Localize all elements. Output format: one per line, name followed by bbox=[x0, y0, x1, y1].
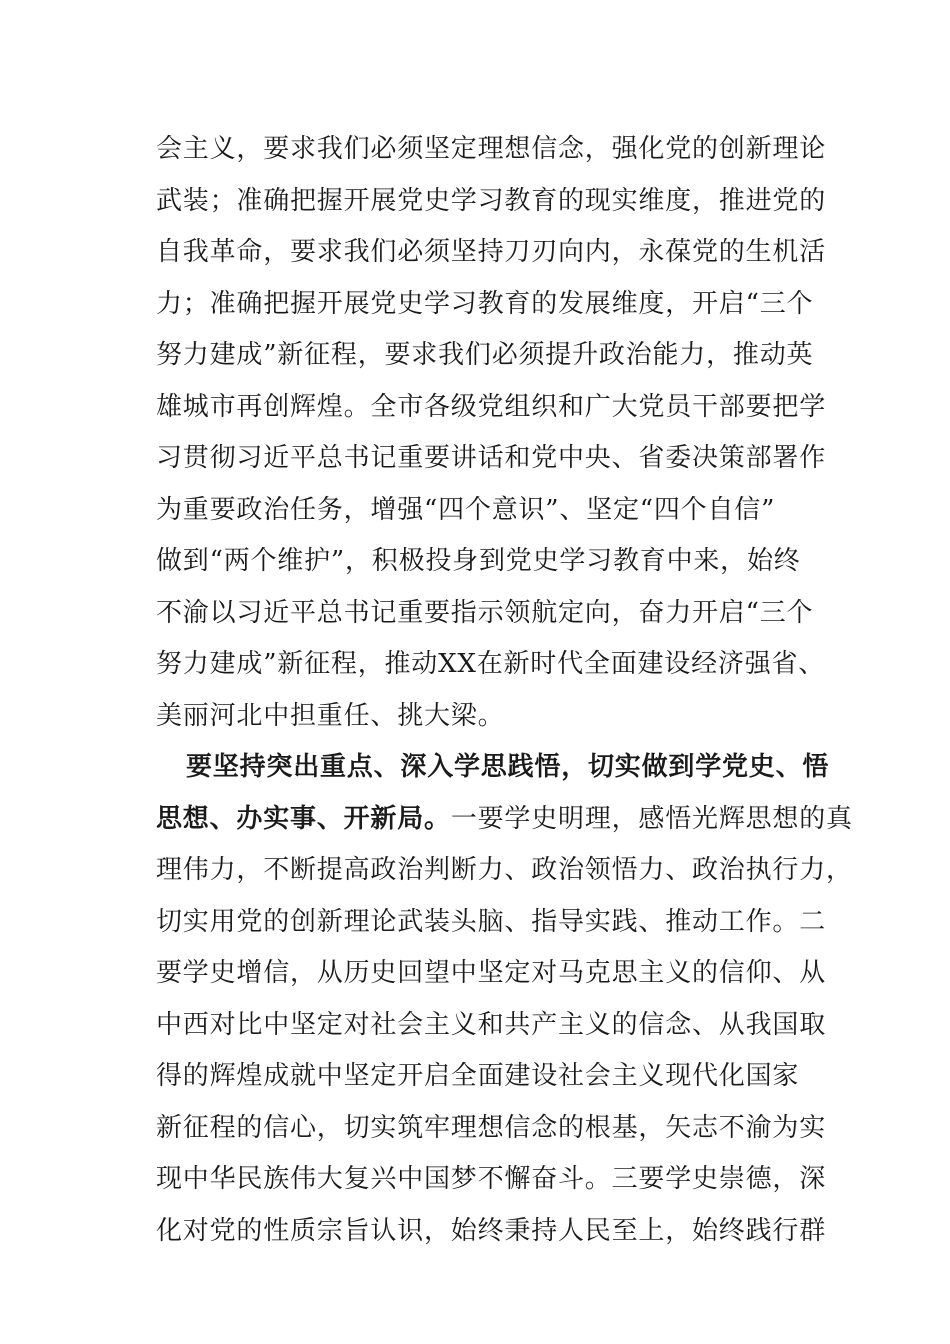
text-line bbox=[156, 744, 830, 796]
text-line: 努力建成”新征程，要求我们必须提升政治能力，推动英 bbox=[156, 340, 814, 370]
paragraph-heading: 要坚持突出重点、深入学思践悟，切实做到学党史、悟 bbox=[186, 752, 830, 782]
text-line: 不渝以习近平总书记重要指示领航定向，奋力开启“三个 bbox=[156, 597, 814, 628]
text-line: 会主义，要求我们必须坚定理想信念，强化党的创新理论 bbox=[156, 134, 827, 164]
text-line: 得的辉煌成就中坚定开启全面建设社会主义现代化国家 bbox=[156, 1061, 800, 1091]
text-line: 美丽河北中担重任、挑大梁。 bbox=[156, 700, 505, 731]
text-line: 努力建成”新征程，推动XX在新时代全面建设经济强省、 bbox=[156, 649, 826, 679]
text-line: 武装；准确把握开展党史学习教育的现实维度，推进党的 bbox=[156, 185, 827, 216]
text-line: 切实用党的创新理论武装头脑、指导实践、推动工作。二 bbox=[156, 906, 827, 937]
text-line: 现中华民族伟大复兴中国梦不懈奋斗。三要学史崇德，深 bbox=[156, 1164, 827, 1194]
text-line: 自我革命，要求我们必须坚持刀刃向内，永葆党的生机活 bbox=[156, 237, 827, 267]
paragraph-2 bbox=[156, 744, 853, 1259]
paragraph-1 bbox=[156, 126, 827, 744]
text-line: 化对党的性质宗旨认识，始终秉持人民至上，始终践行群 bbox=[156, 1215, 827, 1246]
text-line: 中西对比中坚定对社会主义和共产主义的信念、从我国取 bbox=[156, 1009, 827, 1040]
paragraph-heading-continued: 思想、办实事、开新局。 bbox=[156, 803, 451, 834]
text-line: 为重要政治任务，增强“四个意识”、坚定“四个自信” bbox=[156, 494, 776, 525]
text-line: 做到“两个维护”，积极投身到党史学习教育中来，始终 bbox=[156, 546, 801, 576]
text-line: 习贯彻习近平总书记重要讲话和党中央、省委决策部署作 bbox=[156, 443, 827, 473]
text-span: 一要学史明理，感悟光辉思想的真 bbox=[450, 803, 853, 834]
document-body bbox=[156, 126, 853, 1259]
text-line: 理伟力，不断提高政治判断力、政治领悟力、政治执行力， bbox=[156, 855, 853, 885]
text-line bbox=[156, 796, 853, 848]
text-line: 新征程的信心，切实筑牢理想信念的根基，矢志不渝为实 bbox=[156, 1112, 827, 1143]
text-line: 要学史增信，从历史回望中坚定对马克思主义的信仰、从 bbox=[156, 958, 827, 988]
text-line: 雄城市再创辉煌。全市各级党组织和广大党员干部要把学 bbox=[156, 391, 827, 422]
text-line: 力；准确把握开展党史学习教育的发展维度，开启“三个 bbox=[156, 288, 814, 319]
